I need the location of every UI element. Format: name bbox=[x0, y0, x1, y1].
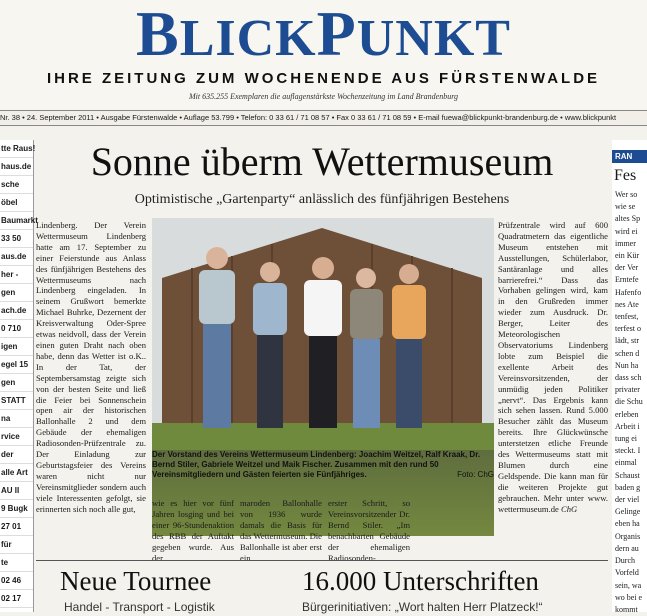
right-column-line: nes Ate bbox=[615, 299, 639, 309]
ad-fragment: STATT bbox=[0, 392, 33, 410]
ad-fragment: 27 01 bbox=[0, 518, 33, 536]
ad-fragment: rvice bbox=[0, 428, 33, 446]
ad-fragment: te bbox=[0, 554, 33, 572]
right-column-line: terfest o bbox=[615, 324, 641, 334]
ad-fragment: 02 46 bbox=[0, 572, 33, 590]
right-banner: RAN bbox=[612, 150, 647, 163]
main-article bbox=[36, 130, 608, 612]
right-column-line: Wer so bbox=[615, 190, 638, 199]
right-column-line: erleben bbox=[615, 409, 639, 419]
right-column-line: Vorfeld bbox=[615, 568, 639, 578]
ad-fragment: aus.de bbox=[0, 248, 33, 266]
right-column-line: tung ei bbox=[615, 434, 637, 444]
ad-fragment: her - bbox=[0, 266, 33, 284]
article-column-5: Prüfzentrale wird auf 600 Quadratmetern das eigentliche Museum entstehen mit Ausstellungen, Schülerlabor, Santäranlage und alles barrierefrei.“ Dass das Vorhaben gelingen wird, kam in den Grußreden immer wieder zum Ausdruck. Dr. Berger, Leiter des Meteorologischen Observatoriums Lindenberg lobte zum Beispiel die exellente Arbeit des Vereinsvorsitzenden, der unmüdig jeden Politiker „nervt“. Das Ergebnis kann sich sehen lassen. Rund 5.000 Besucher zählt das Museum bereits. Ihre Glückwünsche unterstetzen etliche Freunde des Wettermuseums statt mit Blumen durch eine Geldspende. Die kann man für die weiteren Projekte gut gebrauchen. Mehr unter www. wettermuseum.de ChG bbox=[498, 220, 608, 514]
ad-fragment: 0 710 bbox=[0, 320, 33, 338]
right-column-heading: Fes bbox=[614, 167, 637, 184]
ad-fragment: AU II bbox=[0, 482, 33, 500]
right-column-line: wo bei e bbox=[615, 592, 643, 602]
ad-fragment: alle Art bbox=[0, 464, 33, 482]
right-column-line: eben ha bbox=[615, 519, 640, 529]
right-column-line: wie se bbox=[615, 202, 636, 212]
ad-fragment: tte Raus! bbox=[0, 140, 33, 158]
subhead-neue-tournee: Handel - Transport - Logistik bbox=[64, 600, 215, 614]
right-column-line: einmal bbox=[615, 458, 637, 468]
left-ad-strip bbox=[0, 140, 38, 612]
ad-fragment: na bbox=[0, 410, 33, 428]
ad-fragment: ach.de bbox=[0, 302, 33, 320]
photo-credit: Foto: ChG bbox=[457, 470, 494, 479]
right-column-line: Nun ha bbox=[615, 360, 639, 370]
photo-caption: Der Vorstand des Vereins Wettermuseum Lindenberg: Joachim Weitzel, Ralf Kraak, Dr. Bernd Stiler, Gabriele Weitzel und Maik Fischer. Zusammen mit den rund 50 Vereinsmitgliedern und Gästen feierten sie Fünfjähriges. Foto: ChG bbox=[152, 450, 494, 479]
ad-fragment: für bbox=[0, 536, 33, 554]
ad-fragment: gen bbox=[0, 374, 33, 392]
right-column-line: lädt, str bbox=[615, 336, 639, 346]
ad-fragment: haus.de bbox=[0, 158, 33, 176]
right-column-line: baden g bbox=[615, 482, 641, 492]
right-column-line: Arbeit i bbox=[615, 421, 640, 431]
ad-fragment: Baumarkt bbox=[0, 212, 33, 230]
article-column-1: Lindenberg. Der Verein Wettermuseum Lindenberg hatte am 17. September zu einer Feierstunde aus Anlass des fünfjährigen Bestehens des Wettermuseums nach Lindenberg eingeladen. In seinem Grußwort bemerkte Michael Buhrke, Dezernent der Kreisverwaltung Oder-Spree etwas neidvoll, dass der Verein einen guten Draht nach oben habe, denn das Wetter ist o.K.. In der Tat, der Septembersamstag zeigte sich von der besten Seite und ließ die Feier bei Sonnenschein open air der historischen Ballonhalle 2 und dem Gebäude der ehemaligen Radiosonden-Prüfzentrale zu. Der Einladung zur Geburtstagsfeier des Vereins waren nicht nur Vereinsmitglieder sondern auch viele Interessenten gefolgt, sie erinnerten sich noch alle gut, bbox=[36, 220, 146, 514]
right-column-line: Erntefe bbox=[615, 275, 639, 285]
masthead-circulation: Mit 635.255 Exemplaren die auflagenstärkste Wochenzeitung im Land Brandenburg bbox=[188, 92, 459, 101]
article-subhead: Optimistische „Gartenparty“ anlässlich des fünfjährigen Bestehens bbox=[134, 192, 510, 207]
right-column-line: tenfest, bbox=[615, 312, 639, 322]
subhead-unterschriften: Bürgerinitiativen: „Wort halten Herr Platzeck!“ bbox=[302, 600, 543, 614]
right-column-line: der viel bbox=[615, 495, 640, 505]
ad-fragment: sche bbox=[0, 176, 33, 194]
ad-fragment: igen bbox=[0, 338, 33, 356]
right-column-text bbox=[612, 189, 647, 616]
article-headline: Sonne überm Wettermuseum bbox=[90, 139, 554, 184]
headline-unterschriften: 16.000 Unterschriften bbox=[302, 566, 539, 596]
section-divider bbox=[36, 560, 608, 561]
author-signature: ChG bbox=[561, 503, 578, 514]
issue-info-bar: Nr. 38 • 24. September 2011 • Ausgabe Fürstenwalde • Auflage 53.799 • Telefon: 0 33 61 / 71 08 57 • Fax 0 33 61 / 71 08 59 • E-mail fuewa@blickpunkt-brandenburg.de • www.blickpunkt bbox=[0, 110, 647, 126]
right-column-line: dern au bbox=[615, 543, 639, 553]
ad-fragment: öbel bbox=[0, 194, 33, 212]
group-photo-illustration bbox=[152, 218, 494, 450]
headline-neue-tournee: Neue Tournee bbox=[60, 566, 212, 596]
right-side-column bbox=[612, 140, 647, 612]
newspaper-logo: BLICKPUNKT bbox=[136, 0, 511, 69]
right-column-line: steckt. I bbox=[615, 446, 641, 456]
right-column-line: schen d bbox=[615, 348, 640, 358]
masthead bbox=[0, 0, 647, 110]
ad-fragment: egel 15 bbox=[0, 356, 33, 374]
article-column-3: maroden Ballonhalle von 1936 wurde damals die Basis für das Wettermuseum. Die Ballonhalle ist aber erst ein bbox=[240, 498, 322, 563]
right-column-line: ein Kür bbox=[615, 251, 640, 261]
right-column-line: Hafenfo bbox=[615, 287, 642, 297]
right-column-line: dass sch bbox=[615, 373, 642, 383]
right-column-line: der Ver bbox=[615, 263, 639, 273]
ad-fragment: gen bbox=[0, 284, 33, 302]
article-photo bbox=[152, 218, 494, 536]
right-column-line: Organis bbox=[615, 531, 641, 541]
article-column-2: wie es hier vor fünf Jahren losging und bei einer 96-Stundenaktion des RBB der Auftakt gegeben wurde. Aus der bbox=[152, 498, 234, 563]
right-column-line: Gelinge bbox=[615, 507, 641, 517]
right-column-line: privater bbox=[615, 385, 640, 395]
right-column-line: altes Sp bbox=[615, 214, 641, 224]
right-column-line: kommt bbox=[615, 604, 638, 614]
right-column-line: wird ei bbox=[615, 226, 638, 236]
ad-fragment: 33 50 bbox=[0, 230, 33, 248]
ad-fragment: 02 17 bbox=[0, 590, 33, 608]
right-column-line: immer bbox=[615, 238, 636, 248]
right-column-line: Durch bbox=[615, 556, 635, 566]
right-column-line: die Schu bbox=[615, 397, 643, 407]
ad-fragment: der bbox=[0, 446, 33, 464]
masthead-tagline: IHRE ZEITUNG ZUM WOCHENENDE AUS FÜRSTENWALDE bbox=[46, 70, 601, 87]
right-column-line: Schaust bbox=[615, 470, 640, 480]
ad-fragment: 9 Bugk bbox=[0, 500, 33, 518]
article-column-4: erster Schritt, so Vereinsvorsitzender Dr. Bernd Stiler. „Im benachbarten Gebäude der ehemaligen Radiosonden- bbox=[328, 498, 410, 563]
right-column-line: sein, wa bbox=[615, 580, 642, 590]
